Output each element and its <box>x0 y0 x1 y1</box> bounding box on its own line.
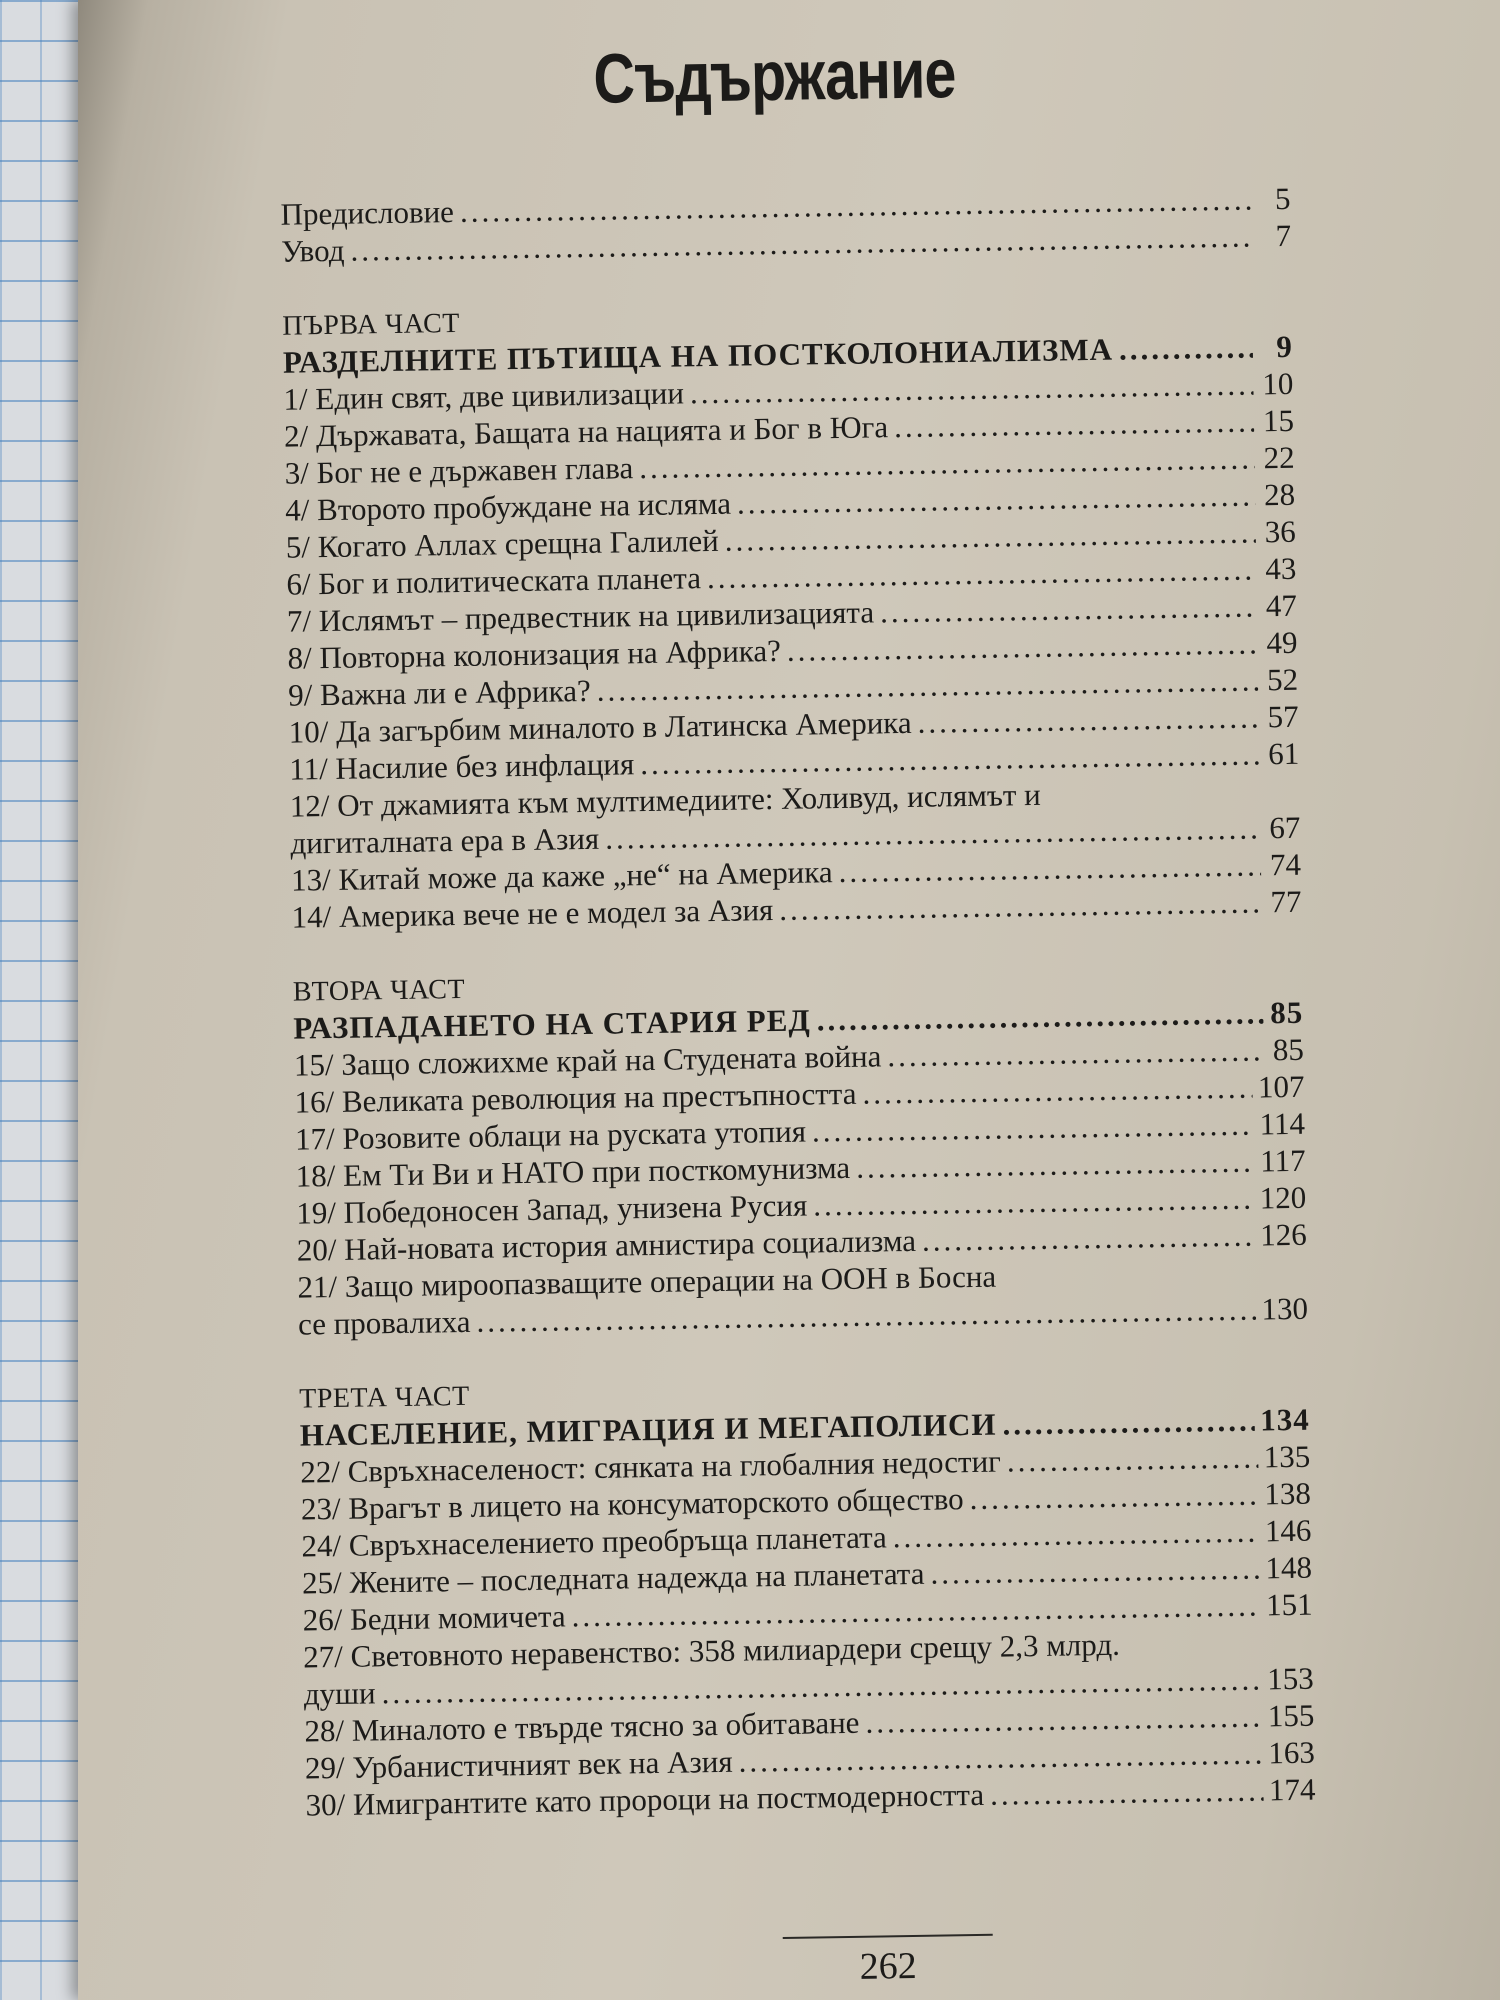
dot-leader <box>892 1513 1259 1556</box>
entry-label: 19/ Победоносен Запад, унизена Русия <box>296 1187 808 1231</box>
entry-page-number: 28 <box>1263 476 1296 513</box>
dot-leader <box>930 1550 1260 1592</box>
entry-label: 8/ Повторна колонизация на Африка? <box>287 632 782 676</box>
entry-page-number: 174 <box>1268 1771 1316 1808</box>
part-label: ПЪРВА ЧАСТ <box>282 307 461 342</box>
dot-leader <box>880 587 1257 630</box>
entry-label: 9/ Важна ли е Африка? <box>287 672 592 713</box>
entry-page-number: 77 <box>1270 883 1302 920</box>
entry-page-number: 126 <box>1259 1216 1308 1253</box>
part-label: ТРЕТА ЧАСТ <box>298 1380 470 1415</box>
entry-page-number: 135 <box>1263 1438 1311 1475</box>
toc-entry-first-line: 21/ Защо мироопазващите операции на ООН в Босна <box>297 1258 997 1305</box>
entry-page-number: 155 <box>1267 1697 1315 1734</box>
entry-page-number: 22 <box>1263 439 1295 476</box>
dot-leader <box>779 883 1262 928</box>
entry-label: дигиталната ера в Азия <box>290 820 600 861</box>
dot-leader <box>1002 1402 1254 1443</box>
entry-page-number: 9 <box>1276 328 1294 365</box>
entry-label: 28/ Миналото е твърде тясно за обитаване <box>304 1704 860 1749</box>
entry-page-number: 61 <box>1267 735 1300 772</box>
dot-leader <box>894 402 1254 445</box>
page-title: Съдържание <box>592 34 957 118</box>
entry-page-number: 47 <box>1265 587 1298 624</box>
footer-rule <box>783 1934 993 1939</box>
entry-page-number: 151 <box>1265 1586 1313 1623</box>
entry-label: Предисловие <box>280 193 455 232</box>
entry-page-number: 74 <box>1269 846 1302 883</box>
entry-label: 5/ Когато Аллах срещна Галилей <box>285 522 720 565</box>
entry-label: НАСЕЛЕНИЕ, МИГРАЦИЯ И МЕГАПОЛИСИ <box>299 1406 997 1453</box>
entry-label: РАЗПАДАНЕТО НА СТАРИЯ РЕД <box>293 1002 811 1046</box>
entry-page-number: 52 <box>1266 661 1299 698</box>
entry-page-number: 7 <box>1275 217 1292 254</box>
entry-label: 4/ Второто пробуждане на исляма <box>284 485 732 528</box>
entry-label: 26/ Бедни момичета <box>302 1598 566 1638</box>
entry-label: 22/ Свръхнаселеност: сянката на глобалния недостиг <box>300 1443 1002 1490</box>
toc-entry-first-line: 12/ От джамията към мултимедиите: Холивуд, ислямът и <box>289 776 1041 824</box>
entry-label: 6/ Бог и политическата планета <box>286 560 702 602</box>
entry-label: 2/ Държавата, Бащата на нацията и Бог в Юга <box>283 409 889 454</box>
entry-label: души <box>303 1675 376 1712</box>
entry-page-number: 146 <box>1264 1512 1312 1549</box>
entry-page-number: 153 <box>1266 1660 1314 1697</box>
entry-label: 15/ Защо сложихме край на Студената война <box>293 1038 882 1083</box>
entry-page-number: 134 <box>1259 1401 1310 1438</box>
dot-leader <box>922 1217 1255 1259</box>
dot-leader <box>1007 1439 1258 1480</box>
entry-label: 20/ Най-новата история амнистира социализма <box>296 1222 917 1268</box>
entry-page-number: 85 <box>1269 994 1304 1031</box>
entry-label: 10/ Да загърбим миналото в Латинска Америка <box>288 704 912 750</box>
page-sheet <box>78 0 1500 2000</box>
entry-label: Увод <box>280 232 345 269</box>
entry-label: 17/ Розовите облаци на руската утопия <box>294 1113 807 1157</box>
entry-label: 24/ Свръхнаселението преобръща планетата <box>301 1519 888 1564</box>
entry-page-number: 10 <box>1262 365 1294 402</box>
entry-label: 25/ Жените – последната надежда на планетата <box>301 1555 925 1601</box>
entry-page-number: 120 <box>1259 1179 1307 1216</box>
entry-label: 16/ Великата революция на престъпността <box>294 1075 857 1120</box>
entry-page-number: 43 <box>1265 550 1297 587</box>
dot-leader <box>1119 328 1253 367</box>
table-of-contents <box>280 180 1315 1824</box>
entry-label: 1/ Един свят, две цивилизации <box>283 375 685 417</box>
dot-leader <box>990 1771 1263 1812</box>
entry-label: 7/ Ислямът – предвестник на цивилизацията <box>286 594 875 639</box>
entry-label: 3/ Бог не е държавен глава <box>284 450 634 491</box>
entry-page-number: 5 <box>1274 180 1291 217</box>
dot-leader <box>969 1476 1258 1518</box>
entry-page-number: 138 <box>1264 1475 1312 1512</box>
entry-label: 11/ Насилие без инфлация <box>289 746 635 787</box>
page-number: 262 <box>859 1944 918 1988</box>
entry-page-number: 85 <box>1272 1031 1305 1068</box>
entry-label: 30/ Имигрантите като пророци на постмодерността <box>305 1776 985 1823</box>
entry-label: 23/ Врагът в лицето на консуматорското общество <box>300 1481 964 1527</box>
entry-label: 14/ Америка вече не е модел за Азия <box>291 892 774 935</box>
entry-label: 18/ Ем Ти Ви и НАТО при посткомунизма <box>295 1149 851 1194</box>
entry-page-number: 130 <box>1261 1290 1309 1327</box>
entry-label: 13/ Китай може да каже „не“ на Америка <box>290 854 833 898</box>
entry-page-number: 107 <box>1257 1068 1305 1105</box>
dot-leader <box>887 1031 1264 1074</box>
entry-page-number: 36 <box>1264 513 1296 550</box>
entry-label: се провалиха <box>297 1303 471 1342</box>
entry-page-number: 148 <box>1265 1549 1313 1586</box>
toc-entry-first-line: 27/ Световното неравенство: 358 милиардери срещу 2,3 млрд. <box>302 1626 1121 1675</box>
entry-page-number: 15 <box>1262 402 1295 439</box>
dot-leader <box>862 1069 1252 1112</box>
dot-leader <box>856 1143 1255 1186</box>
entry-page-number: 114 <box>1259 1105 1306 1142</box>
dot-leader <box>865 1697 1262 1740</box>
entry-page-number: 67 <box>1269 809 1301 846</box>
part-label: ВТОРА ЧАСТ <box>292 973 466 1008</box>
dot-leader <box>917 698 1259 740</box>
entry-page-number: 117 <box>1259 1142 1306 1179</box>
entry-page-number: 57 <box>1267 698 1299 735</box>
entry-page-number: 163 <box>1268 1734 1316 1771</box>
book-page <box>78 0 1500 2000</box>
entry-page-number: 49 <box>1266 624 1298 661</box>
entry-label: РАЗДЕЛНИТЕ ПЪТИЩА НА ПОСТКОЛОНИАЛИЗМА <box>282 331 1114 380</box>
entry-label: 29/ Урбанистичният век на Азия <box>304 1743 733 1786</box>
